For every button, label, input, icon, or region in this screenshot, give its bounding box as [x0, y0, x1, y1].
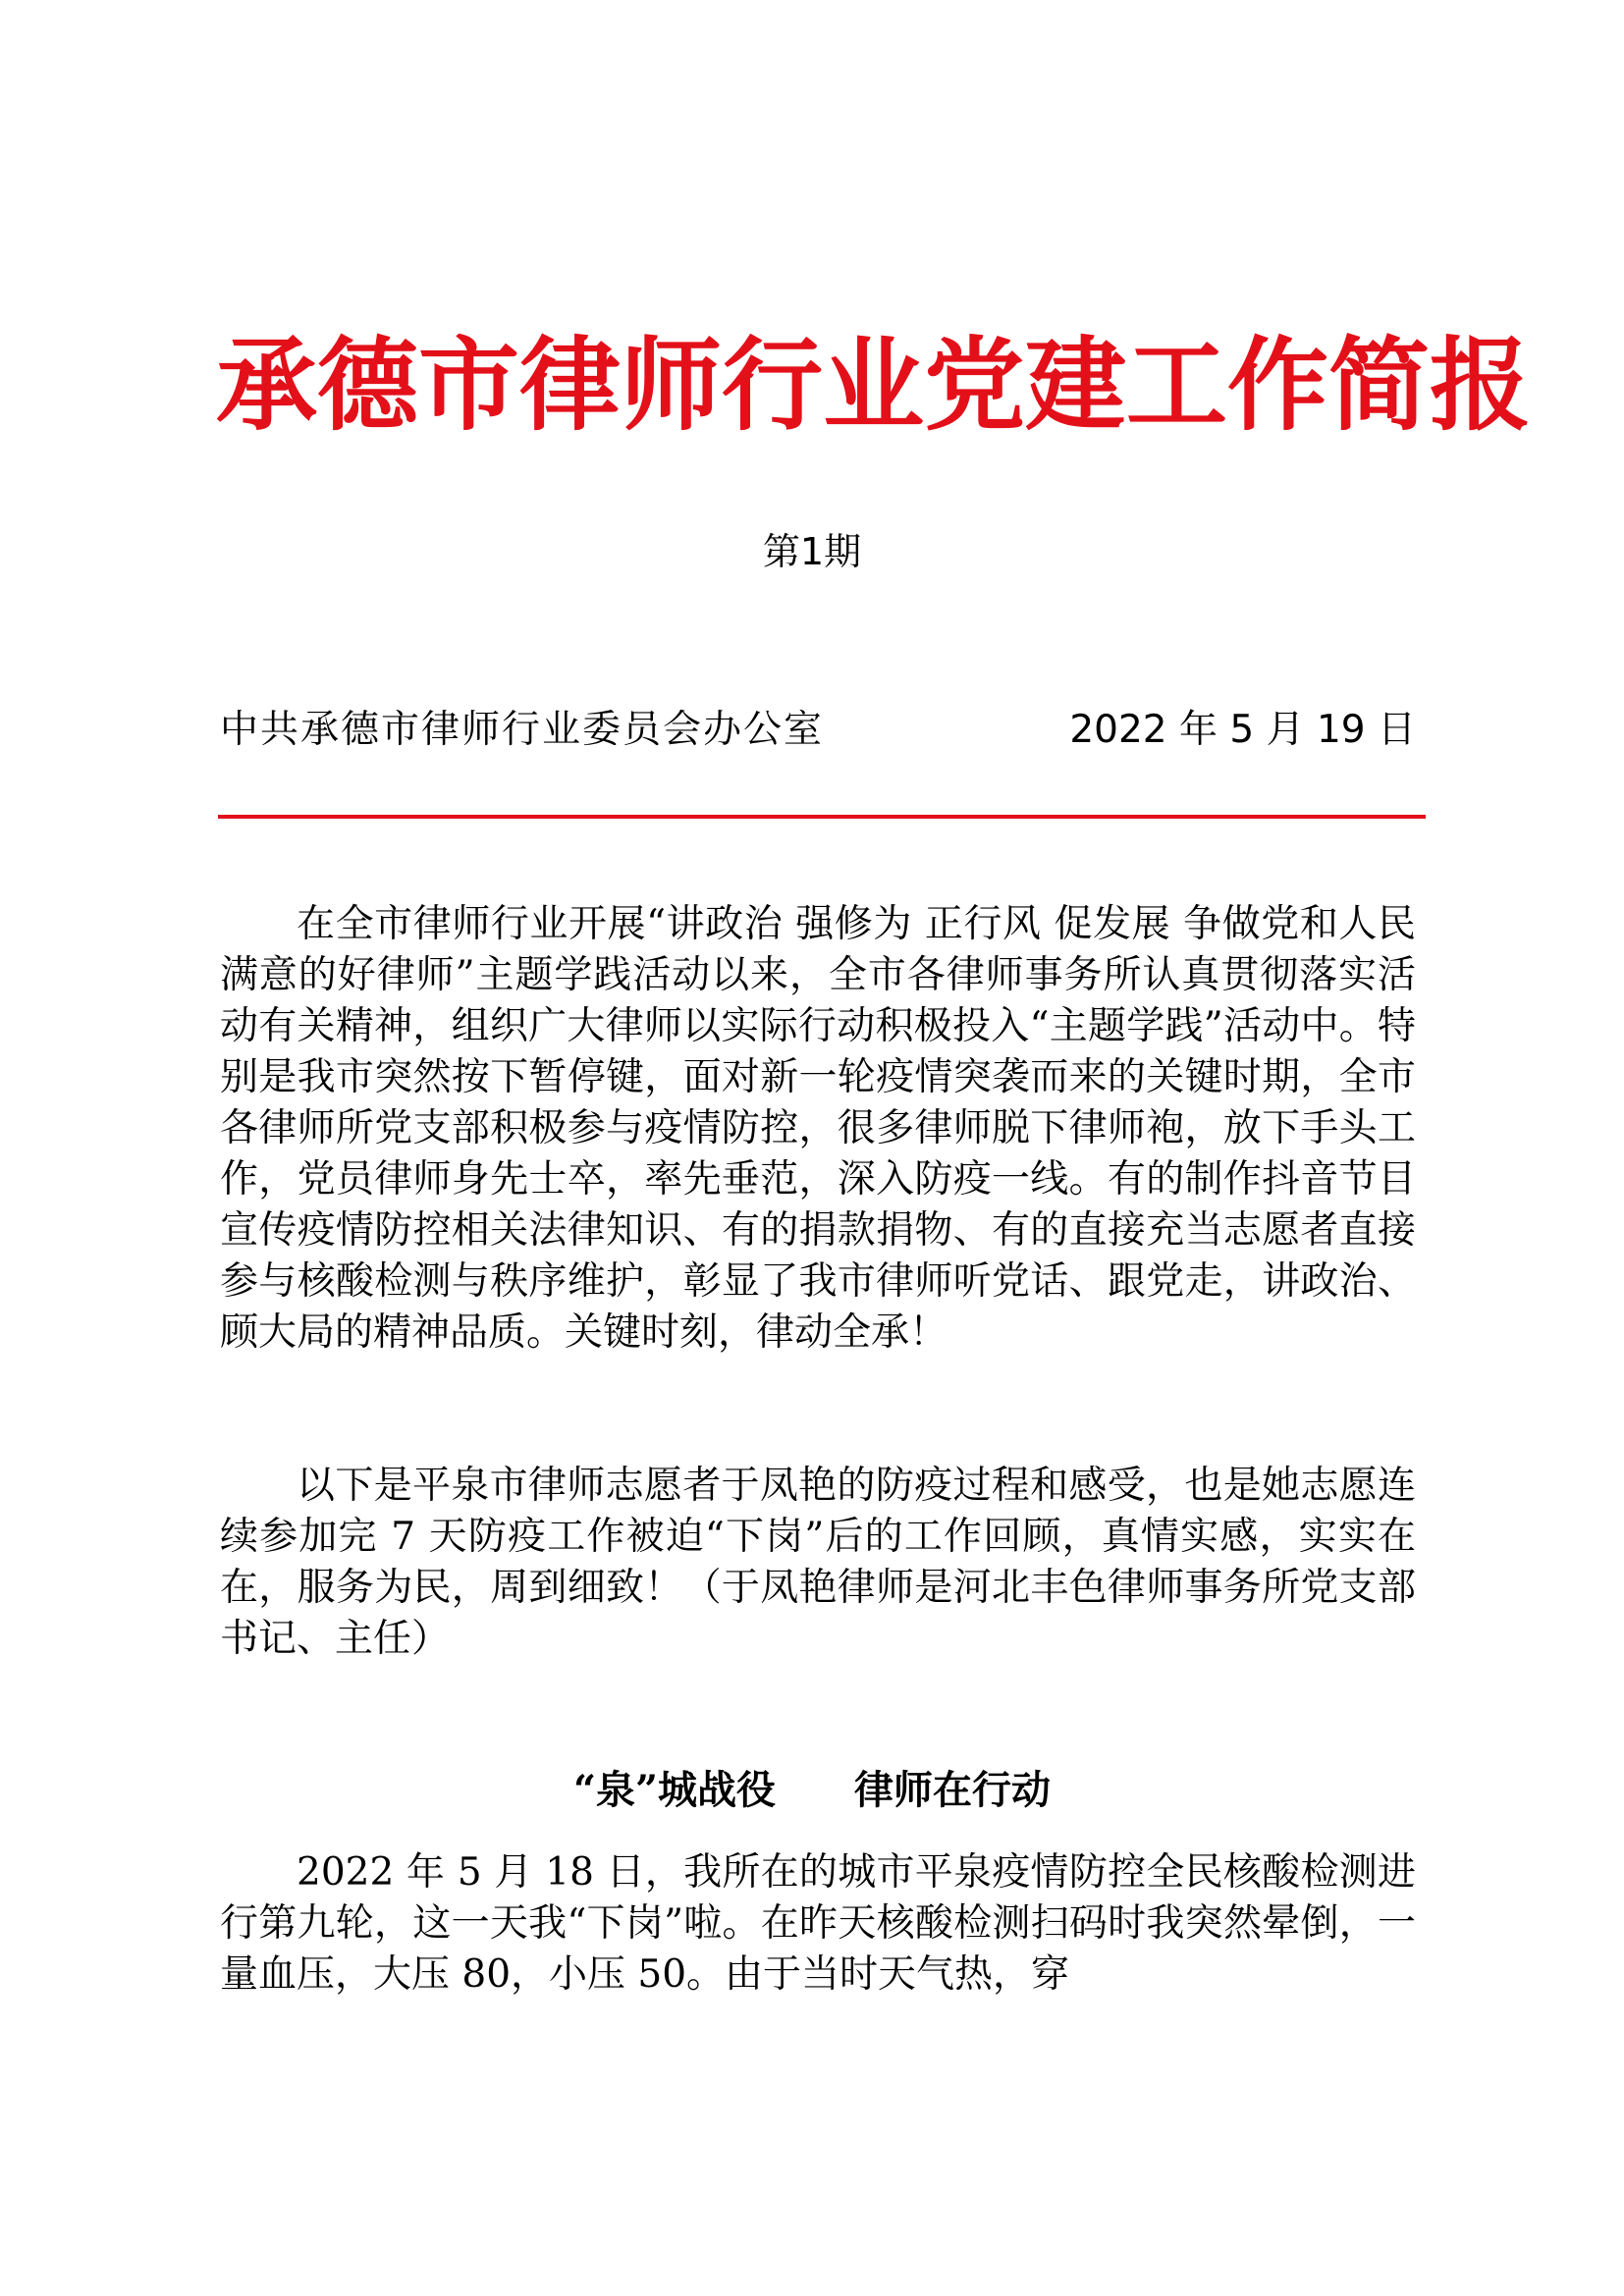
issue-date: 2022 年 5 月 19 日 [1069, 708, 1416, 752]
article-heading: “泉”城战役 律师在行动 [572, 1767, 1051, 1813]
issue-number: 第1期 [762, 530, 862, 573]
masthead-divider [218, 815, 1426, 819]
masthead-title: 承德市律师行业党建工作简报 [216, 326, 1531, 445]
intro-paragraph: 在全市律师行业开展“讲政治 强修为 正行风 促发展 争做党和人民满意的好律师”主题学践活动以来，全市各律师事务所认真贯彻落实活动有关精神，组织广大律师以实际行动积极投入“主题学践”活动中。特别是我市突然按下暂停键，面对新一轮疫情突袭而来的关键时期，全市各律师所党支部积极参与疫情防控，很多律师脱下律师袍，放下手头工作，党员律师身先士卒，率先垂范，深入防疫一线。有的制作抖音节目宣传疫情防控相关法律知识、有的捐款捐物、有的直接充当志愿者直接参与核酸检测与秩序维护，彰显了我市律师听党话、跟党走，讲政治、顾大局的精神品质。关键时刻，律动全承！ [220, 902, 1416, 1355]
volunteer-paragraph: 以下是平泉市律师志愿者于凤艳的防疫过程和感受，也是她志愿连续参加完 7 天防疫工作被迫“下岗”后的工作回顾，真情实感，实实在在，服务为民，周到细致！（于凤艳律师是河北丰色律师事务所党支部书记、主任） [220, 1464, 1416, 1661]
issuer-line [220, 703, 1424, 758]
article-lead-paragraph: 2022 年 5 月 18 日，我所在的城市平泉疫情防控全民核酸检测进行第九轮，这一天我“下岗”啦。在昨天核酸检测扫码时我突然晕倒，一量血压，大压 80，小压 50。由于当时天气热，穿 [220, 1850, 1416, 1997]
issuer-name: 中共承德市律师行业委员会办公室 [220, 708, 825, 752]
